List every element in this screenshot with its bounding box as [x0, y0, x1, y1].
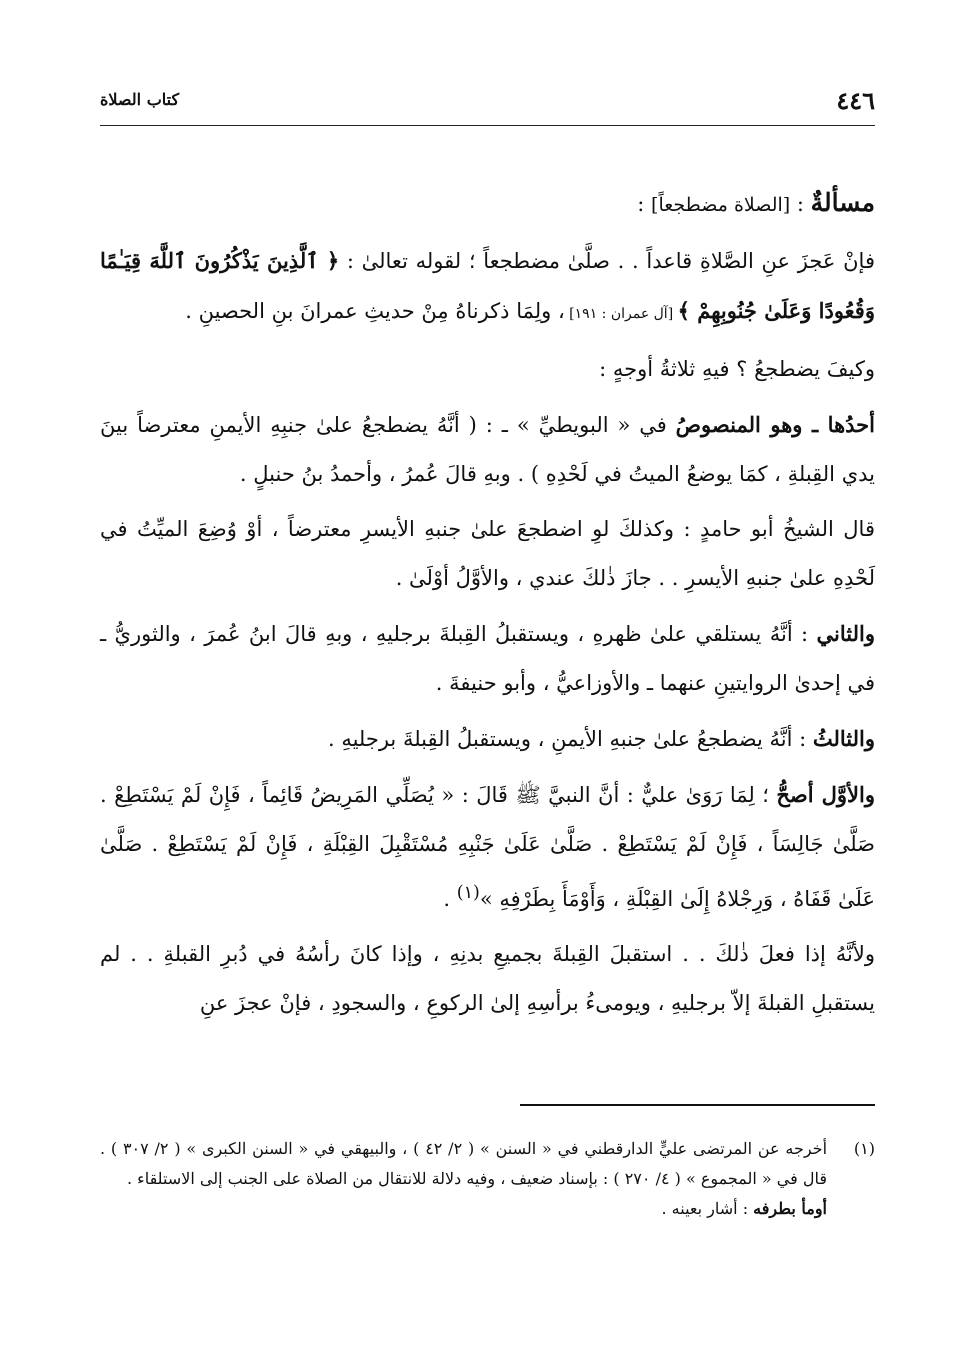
footnote-rule: [520, 1104, 875, 1106]
paragraph-5-text: : أنَّهُ يستلقي علىٰ ظهرهِ ، ويستقبلُ القِبلةَ برجليهِ ، وبهِ قالَ ابنُ عُمرَ ، والثوريُّ ـ في إحدىٰ الروايتينِ عنهما ـ والأوزاعيُّ ، وأبو حنيفةَ .: [100, 622, 875, 695]
paragraph-6-text: : أنَّهُ يضطجعُ علىٰ جنبهِ الأيمنِ ، ويستقبلُ القِبلةَ برجليهِ .: [327, 727, 813, 751]
paragraph-3-text: في « البويطيِّ » ـ : ( أنَّهُ يضطجعُ علىٰ جنبِهِ الأيمنِ معترضاً بينَ يدي القِبلةِ ، كمَا يوضعُ الميتُ في لَحْدِهِ ) . وبهِ قالَ عُمرُ ، وأحمدُ بنُ حنبلٍ .: [100, 413, 875, 486]
verse-citation: [آل عمران : ١٩١]: [564, 306, 678, 322]
footnote-1: [100, 1134, 875, 1224]
paragraph-1: [100, 236, 875, 339]
footnote-body: [100, 1134, 827, 1224]
paragraph-8: ولأنَّهُ إذا فعلَ ذٰلكَ . . استقبلَ القِبلةَ بجميعِ بدنِهِ ، وإذا كانَ رأسُهُ في دُبرِ القبلةِ . . لم يستقبلِ القبلةَ إلاّ برجليهِ ، ويومىءُ برأسِهِ إلىٰ الركوعِ ، والسجودِ ، فإنْ عجزَ عنِ: [100, 942, 875, 1015]
gloss-line: [100, 1194, 827, 1224]
footnote-1-text: أخرجه عن المرتضى عليٍّ الدارقطني في « السنن » ( ٢/ ٤٢ ) ، والبيهقي في « السنن الكبرى » ( ٢/ ٣٠٧ ) . قال في « المجموع » ( ٤/ ٢٧٠ ) : بإسناد ضعيف ، وفيه دلالة للانتقال من الصلاة على الجنب إلى الاستلقاء .: [100, 1139, 828, 1188]
header-rule: [100, 125, 875, 126]
quran-verse: ﴿ ٱلَّذِينَ يَذْكُرُونَ ٱللَّهَ قِيَـٰمًا وَقُعُودًا وَعَلَىٰ جُنُوبِهِمْ ﴾: [100, 248, 875, 323]
masala-separator: :: [790, 192, 811, 216]
page-number: ٤٤٦: [836, 86, 875, 115]
paragraph-7-end: .: [443, 887, 457, 911]
footnote-reference[interactable]: (١): [456, 883, 480, 903]
paragraph-1-outro: ، ولِمَا ذكرناهُ مِنْ حديثِ عمرانَ بنِ الحصينِ .: [185, 299, 565, 323]
paragraph-5: [100, 609, 875, 708]
paragraph-7-lead: والأوَّل أصحُّ: [776, 782, 875, 807]
paragraph-6: [100, 714, 875, 764]
paragraph-1-intro: فإنْ عَجزَ عنِ الصَّلاةِ قاعداً . . صلَّىٰ مضطجعاً ؛ لقوله تعالىٰ :: [339, 249, 875, 273]
page-header: [100, 80, 875, 124]
paragraph-4: قال الشيخُ أبو حامدٍ : وكذلكَ لوِ اضطجعَ علىٰ جنبهِ الأيسرِ معترضاً ، أوْ وُضِعَ الميِّتُ في لَحْدِهِ علىٰ جنبهِ الأيسرِ . . جازَ ذٰلكَ عندي ، والأوَّلُ أوْلَىٰ .: [100, 517, 875, 590]
gloss-definition: : أشار بعينه .: [661, 1199, 754, 1218]
running-title: كتاب الصلاة: [100, 90, 180, 109]
masala-heading: مسألةٌ: [810, 188, 875, 217]
paragraph-6-lead: والثالثُ: [812, 726, 875, 751]
gloss-term: أومأ بطرفه: [753, 1199, 827, 1218]
masala-tail: :: [637, 192, 652, 216]
paragraph-2: وكيفَ يضطجعُ ؟ فيهِ ثلاثةُ أوجهٍ :: [599, 357, 875, 381]
paragraph-7-text: ؛ لِمَا رَوَىٰ عليٌّ : أنَّ النبيَّ ﷺ قَالَ : « يُصَلِّي المَرِيضُ قَائِماً ، فَإِنْ لَمْ يَسْتَطِعْ . صَلَّىٰ جَالِسَاً ، فَإِنْ لَمْ يَسْتَطِعْ . صَلَّىٰ عَلَىٰ جَنْبِهِ مُسْتَقْبِلَ القِبْلَةِ ، فَإِنْ لَمْ يَسْتَطِعْ . صَلَّىٰ عَلَىٰ قَفَاهُ ، وَرِجْلاهُ إِلَىٰ القِبْلَةِ ، وَأَوْمَأَ بِطَرْفِهِ »: [100, 783, 875, 911]
main-text: [100, 178, 875, 1034]
paragraph-3: [100, 400, 875, 499]
footnotes: [100, 1134, 875, 1224]
masala-heading-line: [100, 178, 875, 230]
masala-title: [الصلاة مضطجعاً]: [651, 194, 791, 216]
paragraph-5-lead: والثاني: [816, 621, 875, 646]
paragraph-3-lead: أحدُها ـ وهو المنصوصُ: [675, 412, 875, 437]
footnote-marker: (١): [853, 1139, 875, 1158]
paragraph-7: [100, 770, 875, 924]
